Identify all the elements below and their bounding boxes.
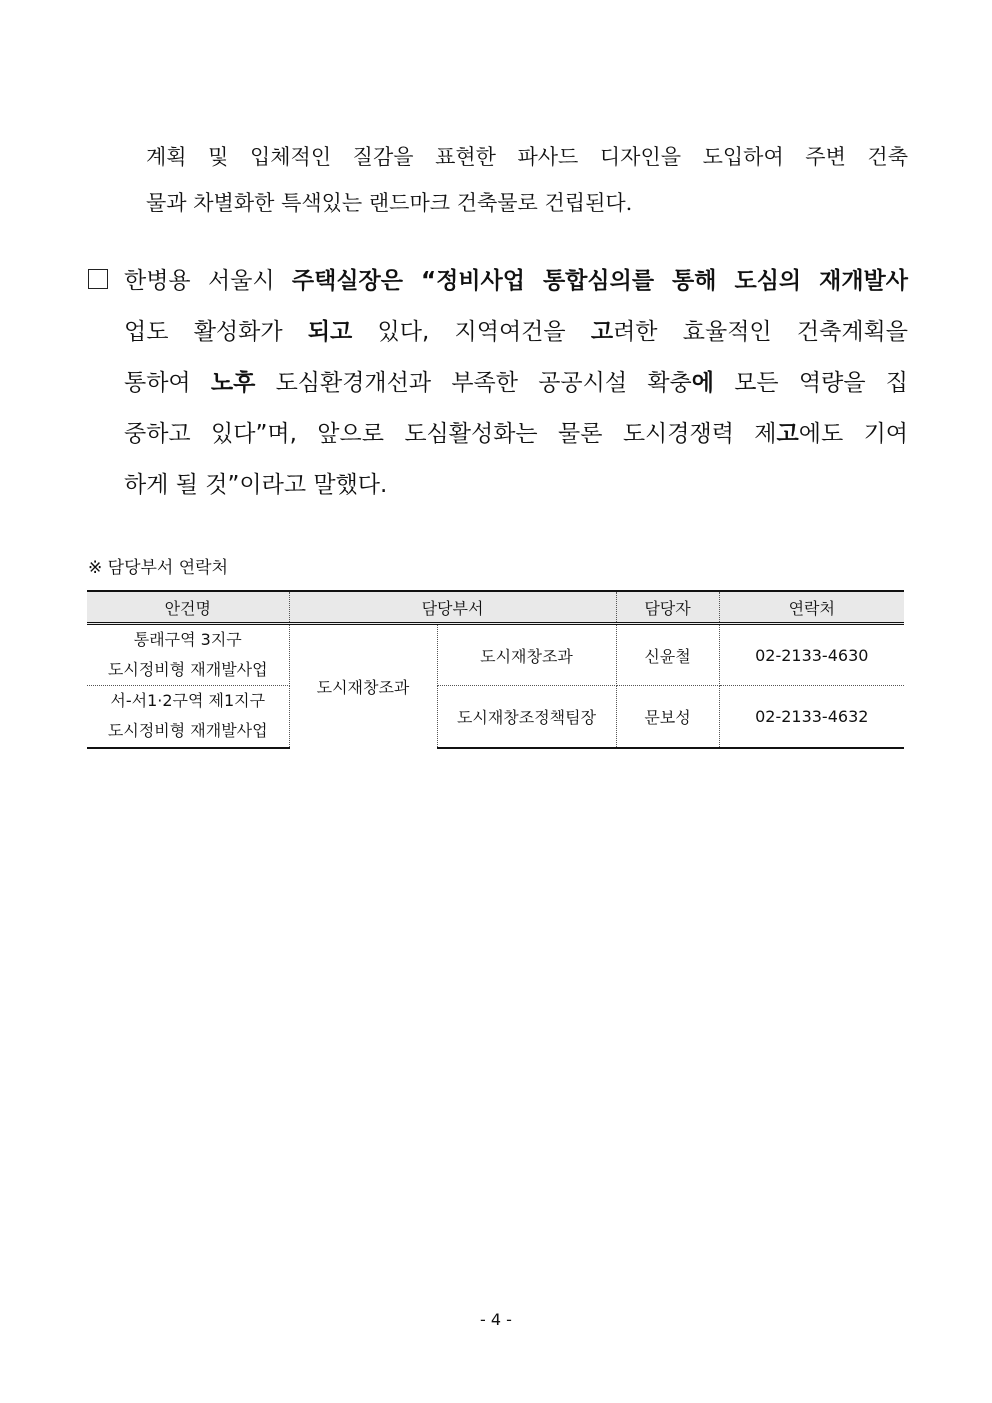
quote-text-segment: 도심환경개선과 부족한 공공시설 확충 [255, 370, 692, 396]
quote-line-5: 하게 될 것”이라고 말했다. [124, 472, 388, 498]
agenda-name-line: 도시정비형 재개발사업 [107, 660, 268, 679]
continuation-line-2: 물과 차별화한 특색있는 랜드마크 건축물로 건립된다. [146, 191, 633, 215]
contact-table [87, 590, 904, 749]
department-sub-cell: 도시재창조과 [437, 624, 616, 686]
agenda-name-line: 서-서1·2구역 제1지구 [110, 691, 266, 711]
contact-section-title: ※ 담당부서 연락처 [88, 558, 229, 578]
quote-text-segment-bold: 고 [590, 319, 614, 345]
table-header-row [87, 591, 904, 624]
checkbox-square-icon [88, 269, 108, 289]
agenda-name-cell [87, 624, 289, 686]
header-agenda-name: 안건명 [87, 591, 289, 624]
department-main-cell: 도시재창조과 [289, 624, 437, 748]
person-cell: 신윤철 [616, 624, 719, 686]
header-person: 담당자 [616, 591, 719, 624]
continuation-line-1: 계획 및 입체적인 질감을 표현한 파사드 디자인을 도입하여 주변 건축 [146, 145, 908, 169]
phone-cell: 02-2133-4630 [719, 624, 904, 686]
table-row [87, 624, 904, 686]
quote-text-segment: 중하고 있다”며, 앞으로 도심활성화는 물론 도시경쟁력 제 [124, 421, 777, 447]
page-number: - 4 - [480, 1310, 512, 1329]
quote-text-segment: 한병용 서울시 [124, 268, 292, 294]
quote-line-3 [124, 358, 908, 409]
quote-text-segment-bold: 에 [691, 370, 714, 396]
table-row [87, 686, 904, 748]
quote-line-4 [124, 409, 908, 460]
quote-text-segment-bold: 노후 [210, 370, 256, 396]
agenda-name-line: 통래구역 3지구 [133, 630, 242, 649]
agenda-name-cell [87, 686, 289, 748]
quote-text-segment: 통하여 [124, 370, 211, 396]
agenda-name-line: 도시정비형 재개발사업 [107, 721, 268, 741]
quote-text-segment: 업도 활성화가 [124, 319, 308, 345]
quote-text-segment-bold: 주택실장은 “정비사업 통합심의를 통해 도심의 재개발사 [291, 268, 908, 294]
phone-cell: 02-2133-4632 [719, 686, 904, 748]
quote-text-segment-bold: 고 [776, 421, 799, 447]
quote-line-1 [124, 256, 908, 307]
quote-text-segment: 려한 효율적인 건축계획을 [613, 319, 908, 345]
quote-text [124, 256, 908, 511]
quote-text-segment: 모든 역량을 집 [713, 370, 908, 396]
person-cell: 문보성 [616, 686, 719, 748]
quote-text-segment: 있다, 지역여건을 [352, 319, 591, 345]
quote-text-segment-bold: 되고 [307, 319, 353, 345]
header-phone: 연락처 [719, 591, 904, 624]
department-sub-cell: 도시재창조정책팀장 [437, 686, 616, 748]
quote-line-2 [124, 307, 908, 358]
header-department: 담당부서 [289, 591, 616, 624]
continuation-paragraph [146, 134, 908, 226]
quote-text-segment: 에도 기여 [798, 421, 909, 447]
